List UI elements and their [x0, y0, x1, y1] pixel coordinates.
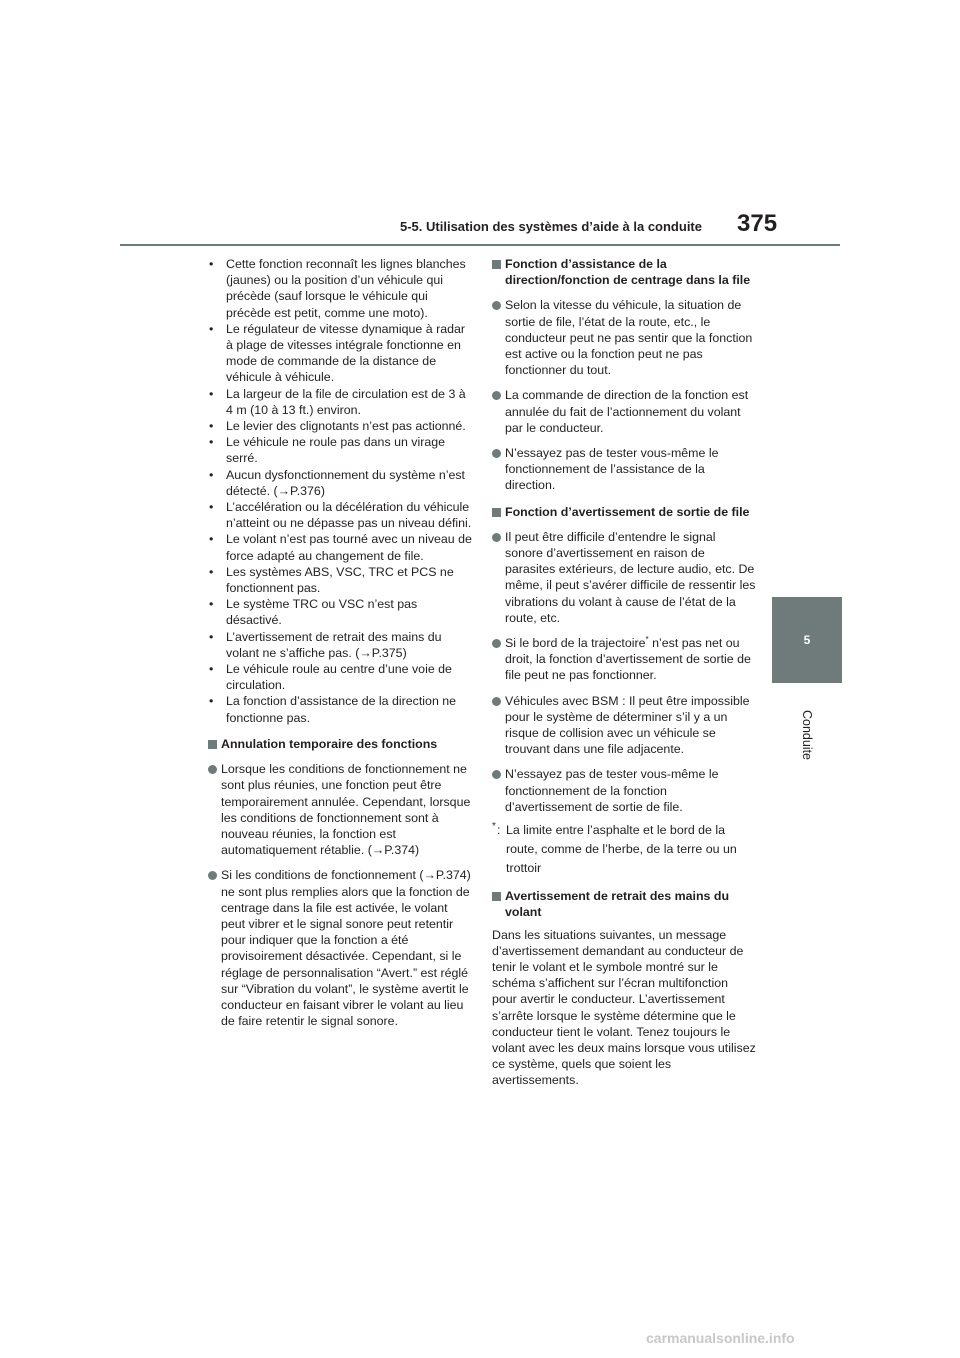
- circle-bullet-icon: [492, 639, 501, 648]
- list-item: • Aucun dysfonctionnement du système n’est détecté. (→P.376): [209, 467, 465, 498]
- list-item: • Le levier des clignotants n’est pas actionné.: [209, 419, 466, 434]
- square-bullet-icon: [492, 508, 501, 517]
- bullet-item: Lorsque les conditions de fonctionnement ne sont plus réunies, une fonction peut être temporairement annulée. Cependant, lorsque les conditions de fonctionnement sont à nouveau réunies, la fonction est automatiquement rétablie. (→P.374): [208, 761, 472, 858]
- list-item: • Les systèmes ABS, VSC, TRC et PCS ne fonctionnent pas.: [209, 564, 454, 596]
- bullet-item: Il peut être difficile d’entendre le signal sonore d’avertissement en raison de parasites extérieurs, de lecture audio, etc. De même, il peut s’avérer difficile de ressentir les vibrations du volant à cause de l’état de la route, etc.: [492, 529, 756, 626]
- circle-bullet-icon: [208, 871, 217, 880]
- list-item: • Le véhicule roule au centre d’une voie de circulation.: [209, 662, 452, 693]
- list-item: • L’avertissement de retrait des mains du volant ne s’affiche pas. (→P.375): [209, 629, 442, 660]
- bullet-item: La commande de direction de la fonction est annulée du fait de l’actionnement du volant par le conducteur.: [492, 387, 756, 436]
- section-title: 5-5. Utilisation des systèmes d’aide à la conduite: [400, 219, 702, 234]
- conditions-list: [208, 256, 472, 726]
- footnote: * : La limite entre l’asphalte et le bord de la route, comme de l’herbe, de la terre ou un trottoir: [492, 821, 756, 878]
- chapter-number: 5: [803, 633, 811, 647]
- left-column: [208, 256, 472, 1029]
- bullet-item: Si le bord de la trajectoire* n’est pas net ou droit, la fonction d’avertissement de sortie de file peut ne pas fonctionner.: [492, 635, 756, 684]
- section-heading: Fonction d’assistance de la direction/fonction de centrage dans la file: [492, 256, 756, 288]
- square-bullet-icon: [208, 740, 217, 749]
- circle-bullet-icon: [492, 391, 501, 400]
- list-item: • Cette fonction reconnaît les lignes blanches (jaunes) ou la position d’un véhicule qui précède (sauf lorsque le véhicule qui précède est petit, comme une moto).: [209, 257, 466, 320]
- bullet-item: Selon la vitesse du véhicule, la situation de sortie de file, l’état de la route, etc., le conducteur peut ne pas sentir que la fonction est active ou la fonction peut ne pas fonctionner du tout.: [492, 297, 756, 378]
- list-item: • Le véhicule ne roule pas dans un virage serré.: [209, 435, 446, 466]
- circle-bullet-icon: [492, 301, 501, 310]
- list-item: • Le volant n’est pas tourné avec un niveau de force adapté au changement de file.: [209, 532, 472, 563]
- right-column: [492, 256, 756, 1089]
- section-heading: Avertissement de retrait des mains du volant: [492, 888, 756, 920]
- footnote-star: *: [492, 821, 496, 833]
- circle-bullet-icon: [492, 533, 501, 542]
- bullet-item: Si les conditions de fonctionnement (→P.374) ne sont plus remplies alors que la fonction de centrage dans la file est activée, le volant peut vibrer et le signal sonore peut retentir pour indiquer que la fonction a été provisoirement désactivée. Cependant, si le réglage de personnalisation “Avert.” est réglé sur “Vibration du volant”, le système avertit le conducteur en faisant vibrer le volant au lieu de faire retentir le signal sonore.: [208, 867, 472, 1029]
- section-heading: Fonction d’avertissement de sortie de file: [492, 504, 756, 520]
- chapter-label: [764, 690, 850, 780]
- watermark: carmanualsonline.info: [646, 1330, 795, 1346]
- square-bullet-icon: [492, 260, 501, 269]
- circle-bullet-icon: [492, 697, 501, 706]
- header-divider: [120, 244, 840, 246]
- paragraph: Dans les situations suivantes, un message d’avertissement demandant au conducteur de tenir le volant et le symbole montré sur le schéma s’affichent sur l’écran multifonction pour avertir le conducteur. L’avertissement s’arrête lorsque le système détermine que le conducteur tient le volant. Tenez toujours le volant avec les deux mains lorsque vous utilisez ce système, quels que soient les avertissements.: [492, 927, 756, 1088]
- list-item: • L’accélération ou la décélération du véhicule n’atteint ou ne dépasse pas un niveau défini.: [209, 500, 472, 531]
- list-item: • La largeur de la file de circulation est de 3 à 4 m (10 à 13 ft.) environ.: [209, 386, 466, 417]
- section-heading: Annulation temporaire des fonctions: [208, 736, 472, 752]
- footnote-text: La limite entre l’asphalte et le bord de la route, comme de l’herbe, de la terre ou un trottoir: [506, 823, 737, 876]
- bullet-item: N’essayez pas de tester vous-même le fonctionnement de la fonction d’avertissement de sortie de file.: [492, 766, 756, 815]
- list-item: • La fonction d’assistance de la direction ne fonctionne pas.: [209, 694, 457, 725]
- page-number: 375: [737, 210, 778, 237]
- chapter-tab: [772, 597, 842, 683]
- list-item: • Le régulateur de vitesse dynamique à radar à plage de vitesses intégrale fonctionne en mode de commande de la distance de véhicule à véhicule.: [209, 321, 466, 385]
- bullet-item: N’essayez pas de tester vous-même le fonctionnement de l’assistance de la direction.: [492, 445, 756, 494]
- chapter-label-text: Conduite: [799, 709, 814, 761]
- list-item: • Le système TRC ou VSC n’est pas désactivé.: [209, 597, 418, 628]
- circle-bullet-icon: [492, 770, 501, 779]
- square-bullet-icon: [492, 892, 501, 901]
- footnote-marker: *: [645, 635, 649, 645]
- bullet-item: Véhicules avec BSM : Il peut être impossible pour le système de déterminer s’il y a un risque de collision avec un véhicule se trouvant dans une file adjacente.: [492, 693, 756, 758]
- circle-bullet-icon: [208, 765, 217, 774]
- circle-bullet-icon: [492, 449, 501, 458]
